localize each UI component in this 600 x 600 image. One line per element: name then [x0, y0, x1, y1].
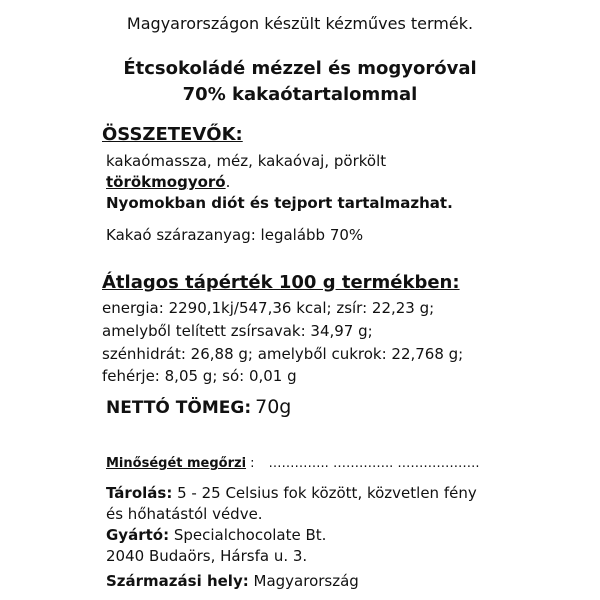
best-before-date-placeholder: ………….. ………….. ………………. [268, 456, 480, 471]
net-weight-value: 70g [255, 396, 292, 418]
nutrition-heading: Átlagos tápérték 100 g termékben: [102, 272, 460, 293]
origin [106, 574, 359, 589]
nutrition-line-protein-salt: fehérje: 8,05 g; só: 0,01 g [102, 367, 297, 385]
nutrition-line-saturated: amelyből telített zsírsavak: 34,97 g; [102, 322, 373, 340]
storage-text-continued: és hőhatástól védve. [106, 505, 263, 523]
producer-name: Specialchocolate Bt. [169, 526, 327, 544]
storage [106, 486, 477, 501]
traces-warning: Nyomokban diót és tejport tartalmazhat. [106, 194, 453, 212]
nutrition-line-carbs: szénhidrát: 26,88 g; amelyből cukrok: 22,768 g; [102, 345, 464, 363]
product-title-line1: Étcsokoládé mézzel és mogyoróval [123, 58, 477, 79]
best-before-separator: : [246, 456, 255, 471]
net-weight [106, 398, 291, 417]
best-before-label: Minőségét megőrzi [106, 456, 247, 471]
storage-label: Tárolás: [106, 484, 173, 502]
storage-text: 5 - 25 Celsius fok között, közvetlen fény [172, 484, 477, 502]
best-before [106, 457, 479, 470]
ingredients-heading: ÖSSZETEVŐK: [102, 124, 243, 145]
allergen-suffix: . [225, 173, 231, 191]
allergen-hazelnut: törökmogyoró [106, 173, 226, 191]
origin-value: Magyarország [248, 572, 359, 590]
product-title-line2: 70% kakaótartalommal [182, 84, 418, 105]
ingredients-allergen-line [106, 175, 230, 190]
nutrition-line-energy-fat: energia: 2290,1kj/547,36 kcal; zsír: 22,23 g; [102, 299, 435, 317]
origin-label: Származási hely: [106, 572, 249, 590]
producer-address: 2040 Budaörs, Hársfa u. 3. [106, 547, 308, 565]
cocoa-solids: Kakaó szárazanyag: legalább 70% [106, 226, 364, 244]
craft-product-tagline: Magyarországon készült kézműves termék. [126, 14, 474, 33]
net-weight-label: NETTÓ TÖMEG: [106, 398, 252, 418]
producer-label: Gyártó: [106, 526, 170, 544]
producer [106, 528, 326, 543]
ingredients-line: kakaómassza, méz, kakaóvaj, pörkölt [106, 152, 387, 170]
